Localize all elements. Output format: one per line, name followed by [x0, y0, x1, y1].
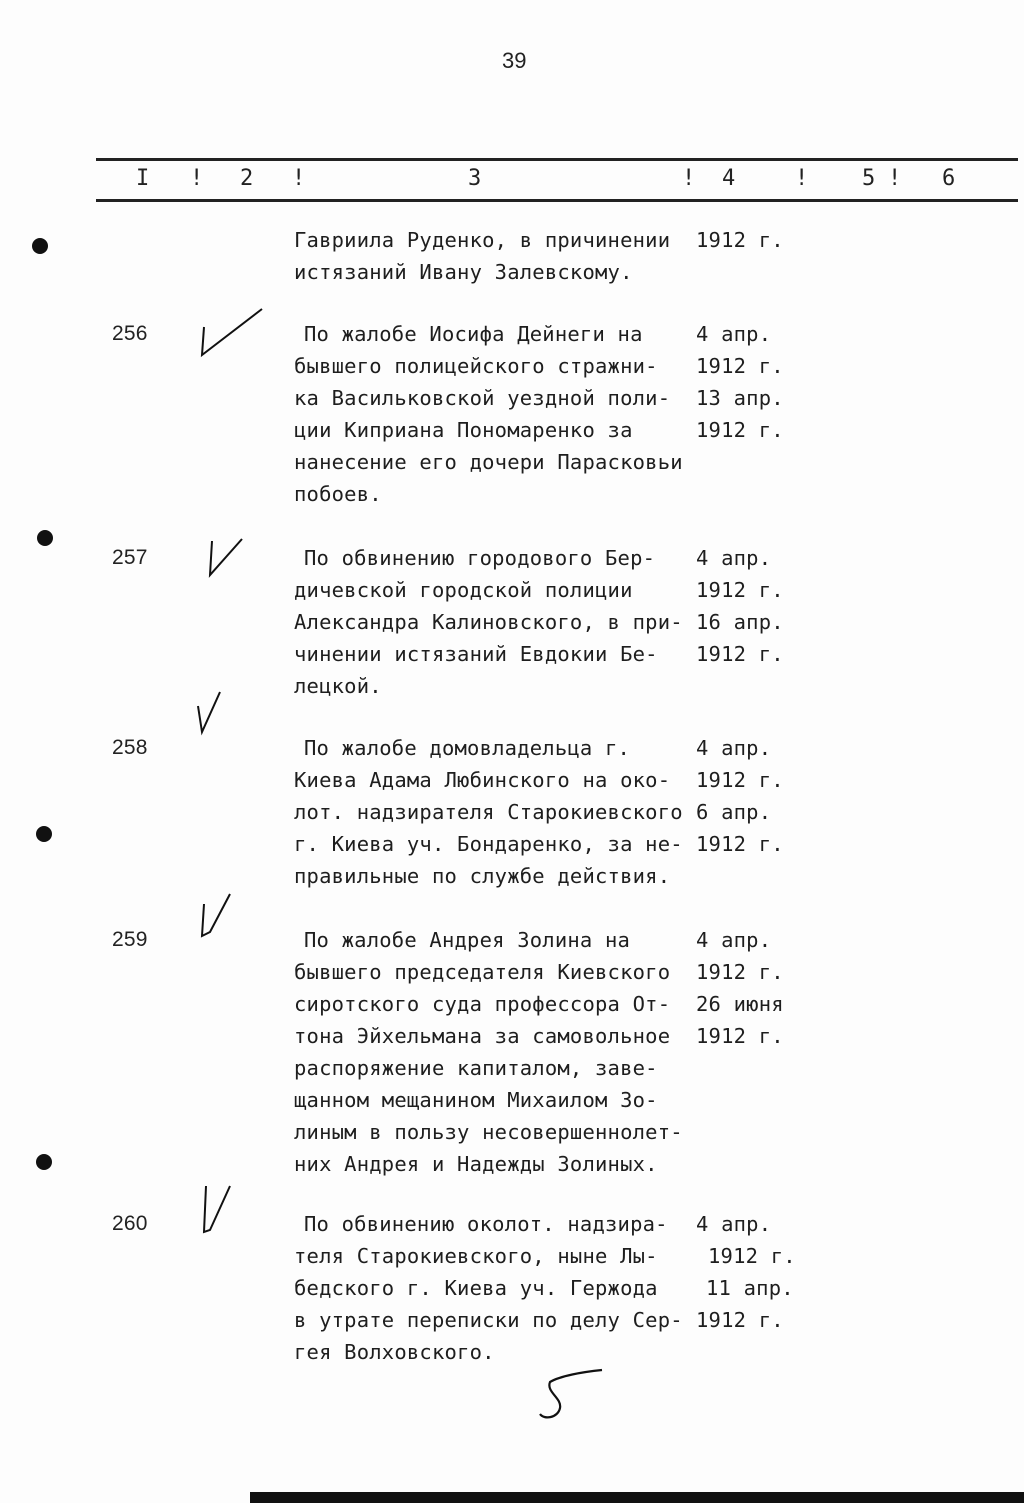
checkmark-icon: [196, 890, 236, 942]
column-header-5: 5: [862, 166, 876, 191]
entry-date: 4 апр.: [696, 736, 772, 760]
entry-date: 4 апр.: [696, 322, 772, 346]
entry-date: 1912 г.: [696, 960, 784, 984]
entry-date: 1912 г.: [696, 578, 784, 602]
column-separator: !: [190, 166, 204, 191]
entry-text-line: Гавриила Руденко, в причинении: [294, 228, 671, 252]
column-separator: !: [888, 166, 902, 191]
column-separator: !: [682, 166, 696, 191]
page-number: 39: [502, 48, 527, 73]
entry-text-line: сиротского суда профессора От-: [294, 992, 671, 1016]
entry-date: 4 апр.: [696, 1212, 772, 1236]
checkmark-icon: [200, 535, 250, 580]
entry-text-line: бывшего полицейского стражни-: [294, 354, 658, 378]
scan-edge-shadow: [250, 1492, 1024, 1503]
entry-text-line: ка Васильковской уездной поли-: [294, 386, 671, 410]
checkmark-icon: [192, 688, 228, 736]
entry-text-line: истязаний Ивану Залевскому.: [294, 260, 633, 284]
entry-text-line: По жалобе Андрея Золина на: [304, 928, 631, 952]
entry-text-line: в утрате переписки по делу Сер-: [294, 1308, 683, 1332]
entry-date: 1912 г.: [708, 1244, 796, 1268]
handwritten-mark-five: [536, 1366, 606, 1424]
entry-text-line: чинении истязаний Евдокии Бе-: [294, 642, 658, 666]
entry-date: 1912 г.: [696, 354, 784, 378]
punch-hole-mark: [36, 826, 52, 842]
entry-text-line: ции Киприана Пономаренко за: [294, 418, 633, 442]
checkmark-icon: [196, 305, 266, 361]
entry-number: 260: [112, 1212, 148, 1235]
column-header-2: 2: [240, 166, 254, 191]
entry-date: 11 апр.: [706, 1276, 794, 1300]
entry-text-line: Александра Калиновского, в при-: [294, 610, 683, 634]
column-header-1: I: [136, 166, 150, 191]
entry-text-line: лецкой.: [294, 674, 382, 698]
punch-hole-mark: [36, 1154, 52, 1170]
entry-text-line: щанном мещанином Михаилом Зо-: [294, 1088, 658, 1112]
checkmark-icon: [196, 1180, 236, 1240]
column-header-6: 6: [942, 166, 956, 191]
entry-date: 1912 г.: [696, 1308, 784, 1332]
entry-text-line: распоряжение капиталом, заве-: [294, 1056, 658, 1080]
punch-hole-mark: [32, 238, 48, 254]
entry-text-line: По жалобе домовладельца г.: [304, 736, 631, 760]
header-top-rule: [96, 158, 1018, 161]
column-header-3: 3: [468, 166, 482, 191]
entry-text-line: них Андрея и Надежды Золиных.: [294, 1152, 658, 1176]
header-bottom-rule: [96, 199, 1018, 202]
entry-text-line: По обвинению городового Бер-: [304, 546, 656, 570]
entry-date: 26 июня: [696, 992, 784, 1016]
entry-number: 256: [112, 322, 148, 345]
entry-date: 4 апр.: [696, 928, 772, 952]
entry-date: 6 апр.: [696, 800, 772, 824]
entry-text-line: побоев.: [294, 482, 382, 506]
entry-date: 1912 г.: [696, 1024, 784, 1048]
entry-date: 4 апр.: [696, 546, 772, 570]
entry-date: 16 апр.: [696, 610, 784, 634]
entry-text-line: правильные по службе действия.: [294, 864, 671, 888]
entry-text-line: г. Киева уч. Бондаренко, за не-: [294, 832, 683, 856]
entry-number: 258: [112, 736, 148, 759]
entry-date: 1912 г.: [696, 642, 784, 666]
entry-number: 259: [112, 928, 148, 951]
entry-date: 1912 г.: [696, 768, 784, 792]
column-header-4: 4: [722, 166, 736, 191]
entry-text-line: тона Эйхельмана за самовольное: [294, 1024, 671, 1048]
entry-text-line: По обвинению околот. надзира-: [304, 1212, 668, 1236]
entry-date: 1912 г.: [696, 228, 784, 252]
entry-text-line: дичевской городской полиции: [294, 578, 633, 602]
entry-text-line: бедского г. Киева уч. Гержода: [294, 1276, 658, 1300]
column-separator: !: [795, 166, 809, 191]
punch-hole-mark: [37, 530, 53, 546]
entry-date: 13 апр.: [696, 386, 784, 410]
entry-text-line: линым в пользу несовершеннолет-: [294, 1120, 683, 1144]
entry-text-line: По жалобе Иосифа Дейнеги на: [304, 322, 643, 346]
entry-text-line: Киева Адама Любинского на око-: [294, 768, 671, 792]
entry-date: 1912 г.: [696, 418, 784, 442]
entry-text-line: теля Старокиевского, ныне Лы-: [294, 1244, 658, 1268]
entry-text-line: лот. надзирателя Старокиевского: [294, 800, 683, 824]
column-separator: !: [292, 166, 306, 191]
entry-number: 257: [112, 546, 148, 569]
entry-text-line: гея Волховского.: [294, 1340, 495, 1364]
entry-date: 1912 г.: [696, 832, 784, 856]
entry-text-line: бывшего председателя Киевского: [294, 960, 671, 984]
entry-text-line: нанесение его дочери Парасковьи: [294, 450, 683, 474]
